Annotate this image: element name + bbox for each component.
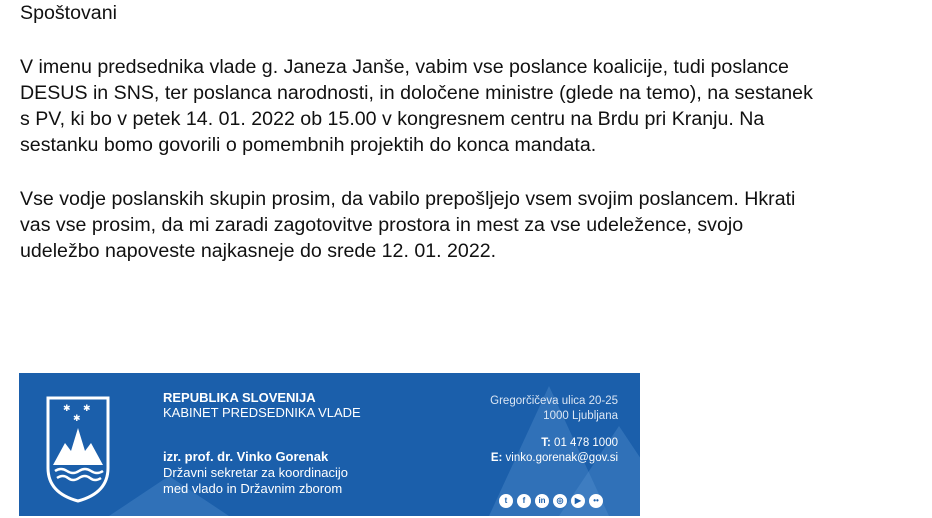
text-line: sestanku bomo govorili o pomembnih projektih do konca mandata. — [20, 134, 597, 156]
slovenia-coat-of-arms-icon — [43, 393, 113, 503]
youtube-icon[interactable]: ▶ — [571, 494, 585, 508]
signer-name: izr. prof. dr. Vinko Gorenak — [163, 449, 329, 464]
email-link[interactable]: vinko.gorenak@gov.si — [505, 452, 618, 464]
address-line: Gregorčičeva ulica 20-25 — [490, 395, 618, 407]
svg-text:✱: ✱ — [83, 403, 91, 413]
facebook-icon[interactable]: f — [517, 494, 531, 508]
phone: 01 478 1000 — [554, 437, 618, 449]
email-signature-banner — [19, 373, 640, 516]
text-line: Vse vodje poslanskih skupin prosim, da vabilo prepošljejo vsem svojim poslancem. Hkrati — [20, 188, 796, 210]
address-line: 1000 Ljubljana — [543, 410, 618, 422]
text-line: V imenu predsednika vlade g. Janeza Janše, vabim vse poslance koalicije, tudi poslance — [20, 56, 789, 78]
svg-text:✱: ✱ — [63, 403, 71, 413]
text-line: vas vse prosim, da mi zaradi zagotovitve prostora in mest za vse udeležence, svojo — [20, 214, 744, 236]
office-name: KABINET PREDSEDNIKA VLADE — [163, 405, 361, 420]
phone-label: T: — [541, 437, 551, 449]
svg-text:✱: ✱ — [73, 413, 81, 423]
twitter-icon[interactable]: t — [499, 494, 513, 508]
org-name: REPUBLIKA SLOVENIJA — [163, 390, 316, 405]
signer-role: Državni sekretar za koordinacijo — [163, 465, 348, 480]
text-line: udeležbo napoveste najkasneje do srede 12. 01. 2022. — [20, 240, 497, 262]
text-line: DESUS in SNS, ter poslanca narodnosti, in določene ministre (glede na temo), na sestanek — [20, 82, 813, 104]
text-line: s PV, ki bo v petek 14. 01. 2022 ob 15.00 v kongresnem centru na Brdu pri Kranju. Na — [20, 108, 765, 130]
linkedin-icon[interactable]: in — [535, 494, 549, 508]
signer-role: med vlado in Državnim zborom — [163, 481, 343, 496]
instagram-icon[interactable]: ◎ — [553, 494, 567, 508]
email-label: E: — [490, 452, 503, 464]
greeting: Spoštovani — [20, 2, 117, 24]
flickr-icon[interactable]: •• — [589, 494, 603, 508]
